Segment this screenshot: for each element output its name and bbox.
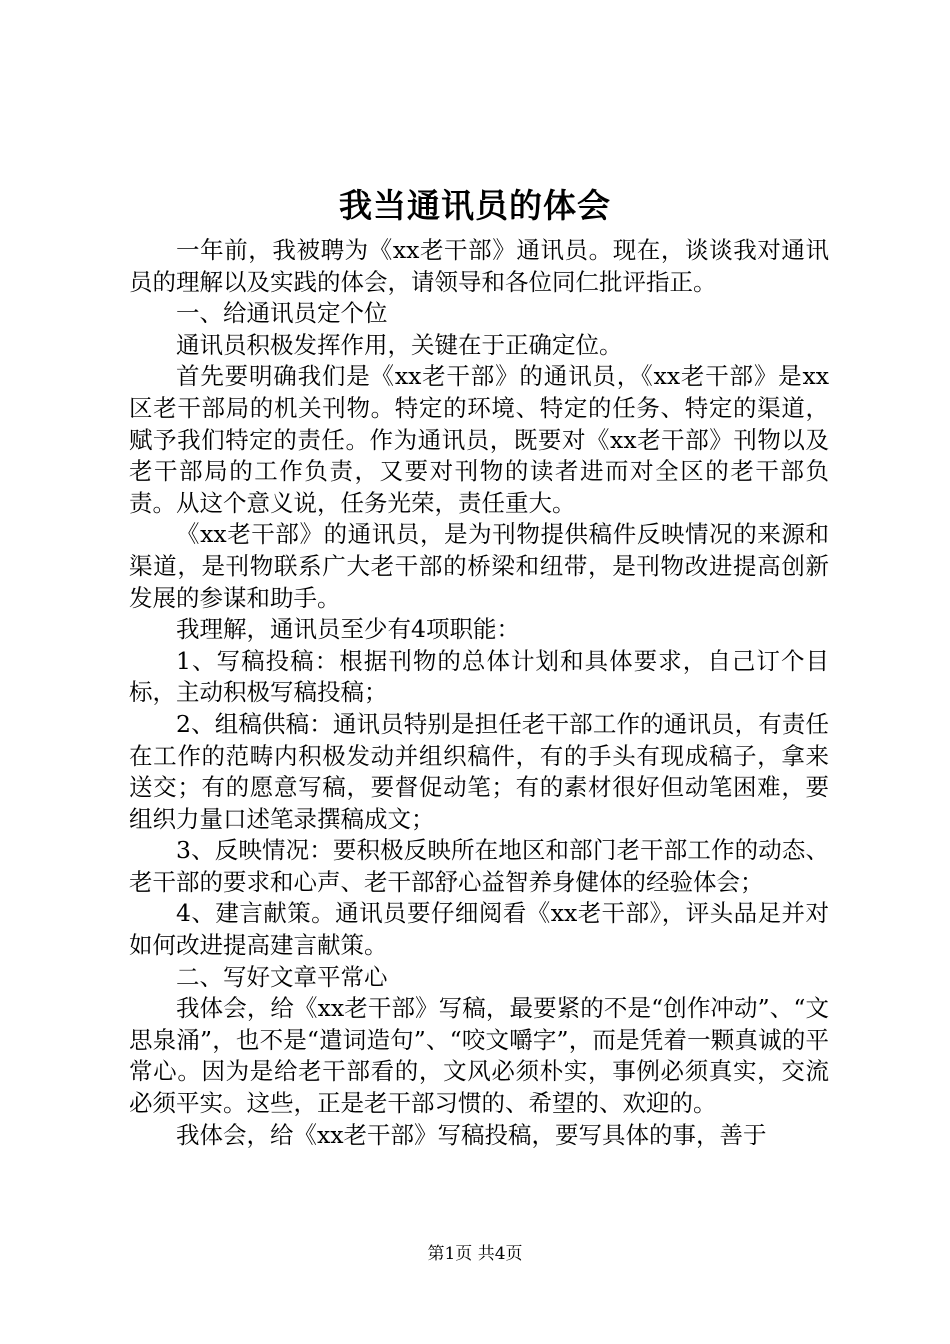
paragraph: 首先要明确我们是《xx老干部》的通讯员，《xx老干部》是xx区老干部局的机关刊物。特定的环境、特定的任务、特定的渠道，赋予我们特定的责任。作为通讯员，既要对《xx老干部》刊物以及老干部局的工作负责，又要对刊物的读者进而对全区的老干部负责。从这个意义说，任务光荣，责任重大。 bbox=[129, 362, 829, 517]
list-item-2: 2、组稿供稿：通讯员特别是担任老干部工作的通讯员，有责任在工作的范畴内积极发动并组织稿件，有的手头有现成稿子，拿来送交；有的愿意写稿，要督促动笔；有的素材很好但动笔困难，要组织力量口述笔录撰稿成文； bbox=[129, 709, 829, 833]
paragraph: 我体会，给《xx老干部》写稿，最要紧的不是“创作冲动”、“文思泉涌”，也不是“遣词造句”、“咬文嚼字”，而是凭着一颗真诚的平常心。因为是给老干部看的，文风必须朴实，事例必须真实，交流必须平实。这些，正是老干部习惯的、希望的、欢迎的。 bbox=[129, 994, 829, 1118]
paragraph: 《xx老干部》的通讯员，是为刊物提供稿件反映情况的来源和渠道，是刊物联系广大老干部的桥梁和纽带，是刊物改进提高创新发展的参谋和助手。 bbox=[129, 520, 829, 612]
section-heading-2: 二、写好文章平常心 bbox=[176, 962, 388, 991]
document-title: 我当通讯员的体会 bbox=[339, 186, 611, 225]
list-item-3: 3、反映情况：要积极反映所在地区和部门老干部工作的动态、老干部的要求和心声、老干部舒心益智养身健体的经验体会； bbox=[129, 836, 829, 896]
section-heading-1: 一、给通讯员定个位 bbox=[176, 299, 388, 328]
list-item-1: 1、写稿投稿：根据刊物的总体计划和具体要求，自己订个目标，主动积极写稿投稿； bbox=[129, 646, 829, 707]
document-body bbox=[129, 235, 829, 1151]
page-footer: 第1页 共4页 bbox=[427, 1244, 523, 1264]
list-item-4: 4、建言献策。通讯员要仔细阅看《xx老干部》，评头品足并对如何改进提高建言献策。 bbox=[129, 899, 829, 960]
paragraph: 我理解，通讯员至少有4项职能： bbox=[176, 615, 520, 644]
paragraph-intro: 一年前，我被聘为《xx老干部》通讯员。现在，谈谈我对通讯员的理解以及实践的体会，请领导和各位同仁批评指正。 bbox=[129, 236, 829, 296]
paragraph: 通讯员积极发挥作用，关键在于正确定位。 bbox=[176, 330, 623, 359]
paragraph-continued: 我体会，给《xx老干部》写稿投稿，要写具体的事，善于 bbox=[176, 1120, 767, 1149]
